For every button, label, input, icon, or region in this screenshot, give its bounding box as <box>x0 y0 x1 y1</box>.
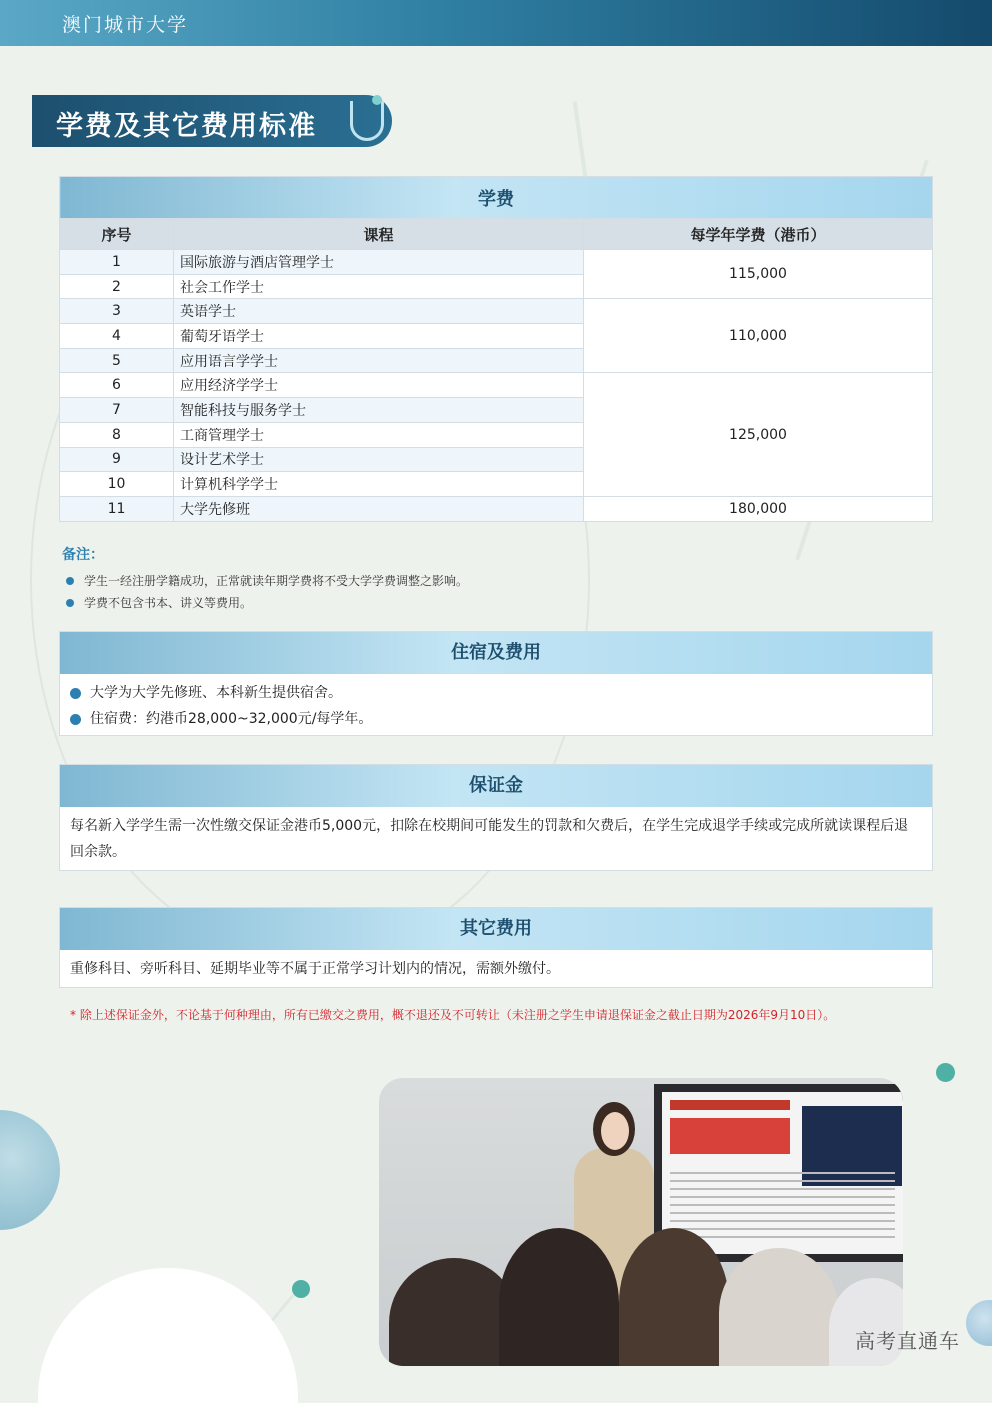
fee-value: 110,000 <box>584 299 933 373</box>
deposit-title: 保证金 <box>60 765 932 807</box>
deposit-box <box>59 764 933 871</box>
audience-figure <box>499 1228 619 1366</box>
row-number: 3 <box>60 299 174 324</box>
column-header-fee: 每学年学费（港币） <box>584 219 933 250</box>
row-number: 5 <box>60 348 174 373</box>
course-name: 国际旅游与酒店管理学士 <box>174 250 584 275</box>
row-number: 2 <box>60 274 174 299</box>
decor-dot <box>936 1063 955 1082</box>
table-row <box>60 373 933 398</box>
course-name: 计算机科学学士 <box>174 472 584 497</box>
other-fees-title: 其它费用 <box>60 908 932 950</box>
course-name: 应用经济学学士 <box>174 373 584 398</box>
course-name: 英语学士 <box>174 299 584 324</box>
table-row <box>60 299 933 324</box>
course-name: 设计艺术学士 <box>174 447 584 472</box>
decor-circle <box>38 1268 298 1403</box>
audience-figure <box>619 1228 729 1366</box>
presenter-face <box>601 1112 629 1150</box>
classroom-photo <box>379 1078 903 1366</box>
row-number: 7 <box>60 398 174 423</box>
logo-dot-icon <box>372 95 382 105</box>
footnote: * 除上述保证金外，不论基于何种理由，所有已缴交之费用，概不退还及不可转让（未注册之学生申请退保证金之截止日期为2026年9月10日）。 <box>70 1008 836 1022</box>
note-item: 学生一经注册学籍成功，正常就读年期学费将不受大学学费调整之影响。 <box>62 570 468 592</box>
decor-dot <box>292 1280 310 1298</box>
accommodation-item: 住宿费：约港币28,000~32,000元/每学年。 <box>70 706 922 732</box>
row-number: 1 <box>60 250 174 275</box>
notes-title: 备注： <box>62 547 104 563</box>
row-number: 8 <box>60 422 174 447</box>
section-title: 学费及其它费用标准 <box>56 111 317 142</box>
accommodation-body <box>60 674 932 738</box>
course-name: 智能科技与服务学士 <box>174 398 584 423</box>
decor-circle <box>0 1110 60 1230</box>
course-name: 大学先修班 <box>174 496 584 521</box>
school-name: 澳门城市大学 <box>62 14 189 36</box>
table-row <box>60 250 933 275</box>
row-number: 10 <box>60 472 174 497</box>
course-name: 工商管理学士 <box>174 422 584 447</box>
course-name: 社会工作学士 <box>174 274 584 299</box>
course-name: 葡萄牙语学士 <box>174 324 584 349</box>
row-number: 9 <box>60 447 174 472</box>
u-logo-icon <box>350 101 384 141</box>
accommodation-item: 大学为大学先修班、本科新生提供宿舍。 <box>70 680 922 706</box>
other-fees-box <box>59 907 933 988</box>
column-header-no: 序号 <box>60 219 174 250</box>
fee-value: 180,000 <box>584 496 933 521</box>
tuition-caption: 学费 <box>60 177 933 219</box>
section-title-bar <box>32 95 392 147</box>
accommodation-box <box>59 631 933 736</box>
other-fees-text: 重修科目、旁听科目、延期毕业等不属于正常学习计划内的情况，需额外缴付。 <box>70 961 560 977</box>
column-header-course: 课程 <box>174 219 584 250</box>
accommodation-title: 住宿及费用 <box>60 632 932 674</box>
tuition-table <box>59 176 933 522</box>
row-number: 4 <box>60 324 174 349</box>
top-banner <box>0 0 992 46</box>
course-name: 应用语言学学士 <box>174 348 584 373</box>
table-row <box>60 496 933 521</box>
row-number: 11 <box>60 496 174 521</box>
decor-circle <box>966 1300 992 1346</box>
watermark-text: 高考直通车 <box>855 1329 960 1353</box>
row-number: 6 <box>60 373 174 398</box>
notes-block <box>62 544 468 614</box>
note-item: 学费不包含书本、讲义等费用。 <box>62 592 468 614</box>
audience-figure <box>719 1248 839 1366</box>
fee-value: 125,000 <box>584 373 933 496</box>
deposit-text: 每名新入学学生需一次性缴交保证金港币5,000元，扣除在校期间可能发生的罚款和欠费后，在学生完成退学手续或完成所就读课程后退回余款。 <box>70 818 909 860</box>
fee-value: 115,000 <box>584 250 933 299</box>
